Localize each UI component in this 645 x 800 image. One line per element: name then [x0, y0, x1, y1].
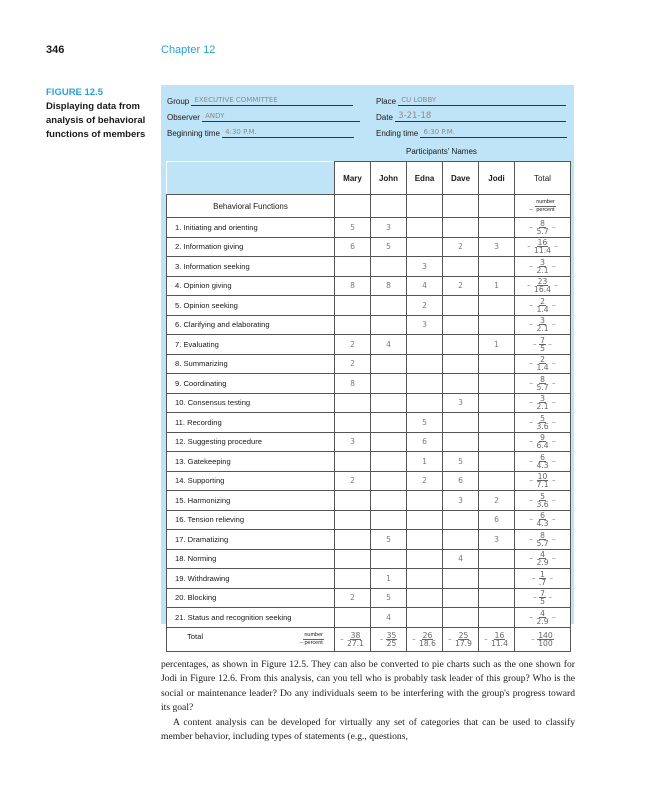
tally-cell — [443, 608, 479, 628]
row-total-cell: – $\frac{6}{4.3}$ – — [515, 510, 571, 530]
behavior-row — [167, 354, 571, 374]
tally-cell — [335, 393, 371, 413]
tally-cell: 3 — [443, 393, 479, 413]
observer-field: Observer ANDY — [167, 111, 360, 122]
tally-cell: 3 — [443, 491, 479, 511]
row-total-number: 8 — [540, 218, 545, 228]
tally-cell — [479, 218, 515, 238]
tally-cell — [407, 354, 443, 374]
tally-cell — [479, 374, 515, 394]
date-value: 3-21-18 — [398, 111, 432, 121]
behavior-row — [167, 432, 571, 452]
behavior-label: 13. Gatekeeping — [167, 452, 335, 472]
row-total-percent: 3.6 — [536, 499, 549, 509]
behavior-row — [167, 510, 571, 530]
behavior-label: 8. Summarizing — [167, 354, 335, 374]
tally-cell — [443, 510, 479, 530]
tally-cell: 5 — [335, 218, 371, 238]
tally-cell: 6 — [335, 237, 371, 257]
tally-cell — [443, 335, 479, 355]
tally-cell — [335, 510, 371, 530]
column-total-number: 25 — [458, 630, 469, 640]
totals-label-cell: Total _ $\frac{\text{number}}{\text{percent}}$ — [167, 627, 335, 651]
behavior-label: 15. Harmonizing — [167, 491, 335, 511]
figure-caption-text: Displaying data from analysis of behavioral functions of members — [46, 101, 146, 140]
behavior-row — [167, 393, 571, 413]
row-total-percent: 7.1 — [536, 480, 549, 490]
column-total-cell: – $\frac{16}{11.4}$ — [479, 627, 515, 651]
tally-cell: 5 — [371, 530, 407, 550]
tally-cell — [479, 354, 515, 374]
behavior-label: 1. Initiating and orienting — [167, 218, 335, 238]
tally-cell — [407, 569, 443, 589]
row-total-percent: 2.9 — [536, 558, 549, 568]
tally-cell — [371, 315, 407, 335]
tally-cell — [479, 569, 515, 589]
ending-time-field: Ending time 6:30 P.M. — [376, 127, 567, 138]
behavior-row — [167, 452, 571, 472]
row-total-cell: – $\frac{3}{2.1}$ – — [515, 315, 571, 335]
row-total-cell: – $\frac{9}{6.4}$ – — [515, 432, 571, 452]
row-total-percent: 5 — [540, 343, 545, 353]
tally-cell — [335, 257, 371, 277]
body-paragraph: A content analysis can be developed for virtually any set of categories that can be used to classify member behavior, including types of statements (e.g., questions, — [161, 716, 575, 743]
totals-row — [167, 627, 571, 651]
column-total-cell: – $\frac{140}{100}$ — [515, 627, 571, 651]
tally-cell: 5 — [407, 413, 443, 433]
tally-cell — [335, 296, 371, 316]
behavior-row — [167, 374, 571, 394]
tally-cell — [371, 471, 407, 491]
behavior-label: 7. Evaluating — [167, 335, 335, 355]
behavior-table — [166, 161, 571, 652]
row-total-percent: 2.1 — [536, 402, 549, 412]
tally-cell — [335, 549, 371, 569]
column-total-number: 35 — [386, 630, 397, 640]
behavior-label: 5. Opinion seeking — [167, 296, 335, 316]
tally-cell — [479, 588, 515, 608]
row-total-cell: – $\frac{8}{5.7}$ – — [515, 218, 571, 238]
row-total-cell: – $\frac{5}{3.6}$ – — [515, 413, 571, 433]
tally-cell — [479, 549, 515, 569]
row-total-cell: – $\frac{23}{16.4}$ – — [515, 276, 571, 296]
tally-cell: 2 — [335, 354, 371, 374]
behavior-label: 11. Recording — [167, 413, 335, 433]
total-column-header: Total — [515, 162, 571, 195]
row-total-cell: – $\frac{8}{5.7}$ – — [515, 374, 571, 394]
tally-cell — [371, 549, 407, 569]
row-total-percent: 2.1 — [536, 324, 549, 334]
column-total-number: 26 — [422, 630, 433, 640]
row-total-number: 7 — [540, 335, 545, 345]
tally-cell — [371, 510, 407, 530]
behavior-label: 10. Consensus testing — [167, 393, 335, 413]
column-total-percent: 25 — [386, 638, 397, 648]
behavior-row — [167, 530, 571, 550]
behavior-row — [167, 237, 571, 257]
column-total-percent: 11.4 — [491, 638, 508, 648]
tally-cell — [371, 491, 407, 511]
tally-cell: 2 — [335, 471, 371, 491]
beginning-time-value: 4:30 P.M. — [225, 128, 257, 136]
row-total-number: 5 — [540, 491, 545, 501]
participants-header-row — [167, 162, 571, 195]
tally-cell — [479, 432, 515, 452]
tally-cell — [407, 510, 443, 530]
row-total-cell: – $\frac{2}{1.4}$ – — [515, 354, 571, 374]
participant-name: Mary — [335, 162, 371, 195]
behavior-label: 17. Dramatizing — [167, 530, 335, 550]
row-total-cell: – $\frac{4}{2.9}$ – — [515, 549, 571, 569]
tally-cell — [443, 374, 479, 394]
behavior-label: 3. Information seeking — [167, 257, 335, 277]
tally-cell — [407, 491, 443, 511]
tally-cell — [371, 296, 407, 316]
behavior-label: 14. Supporting — [167, 471, 335, 491]
totals-label: Total — [187, 631, 204, 641]
tally-cell — [443, 354, 479, 374]
tally-cell — [479, 315, 515, 335]
row-total-cell: – $\frac{5}{3.6}$ – — [515, 491, 571, 511]
row-total-percent: 1.4 — [536, 363, 549, 373]
row-total-number: 3 — [540, 394, 545, 404]
tally-cell — [443, 257, 479, 277]
beginning-time-field: Beginning time 4:30 P.M. — [167, 127, 354, 138]
tally-cell: 5 — [371, 588, 407, 608]
tally-cell: 3 — [371, 218, 407, 238]
participant-name: Dave — [443, 162, 479, 195]
tally-cell: 4 — [443, 549, 479, 569]
row-total-percent: 5 — [540, 597, 545, 607]
column-total-percent: 27.1 — [347, 638, 364, 648]
row-total-cell: – $\frac{10}{7.1}$ – — [515, 471, 571, 491]
tally-cell — [479, 413, 515, 433]
participants-names-label: Participants' Names — [406, 147, 477, 156]
tally-cell: 1 — [479, 276, 515, 296]
tally-cell — [335, 315, 371, 335]
tally-cell: 2 — [407, 471, 443, 491]
participant-name: Jodi — [479, 162, 515, 195]
tally-cell — [335, 608, 371, 628]
behavior-label: 6. Clarifying and elaborating — [167, 315, 335, 335]
row-total-number: 6 — [540, 452, 545, 462]
tally-cell: 4 — [407, 276, 443, 296]
body-text — [161, 658, 575, 744]
behavior-row — [167, 588, 571, 608]
chapter-heading: Chapter 12 — [161, 44, 216, 56]
tally-cell — [371, 374, 407, 394]
row-total-percent: 5.7 — [536, 382, 549, 392]
tally-cell: 3 — [407, 315, 443, 335]
behavior-label: 12. Suggesting procedure — [167, 432, 335, 452]
behavior-row — [167, 315, 571, 335]
row-total-percent: 11.4 — [534, 246, 551, 256]
tally-cell — [443, 413, 479, 433]
tally-cell — [443, 218, 479, 238]
tally-cell: 4 — [371, 335, 407, 355]
tally-cell — [335, 413, 371, 433]
tally-cell: 1 — [371, 569, 407, 589]
tally-cell: 6 — [443, 471, 479, 491]
column-total-number: 16 — [494, 630, 505, 640]
column-total-cell: – $\frac{38}{27.1}$ — [335, 627, 371, 651]
group-field: Group EXECUTIVE COMMITTEE — [167, 95, 353, 106]
row-total-percent: 16.4 — [534, 285, 551, 295]
tally-cell: 2 — [407, 296, 443, 316]
number-percent-header: _ $\frac{\text{number}}{\text{percent}}$ — [515, 195, 571, 218]
row-total-number: 10 — [537, 472, 548, 482]
column-total-percent: 100 — [538, 638, 553, 648]
row-total-number: 5 — [540, 413, 545, 423]
tally-cell — [479, 296, 515, 316]
behavior-row — [167, 218, 571, 238]
tally-cell: 6 — [479, 510, 515, 530]
row-total-cell: – $\frac{8}{5.7}$ – — [515, 530, 571, 550]
row-total-cell: – $\frac{7}{5}$ – — [515, 335, 571, 355]
row-total-number: 8 — [540, 374, 545, 384]
tally-cell: 5 — [443, 452, 479, 472]
tally-cell: 3 — [479, 530, 515, 550]
tally-cell: 8 — [371, 276, 407, 296]
row-total-percent: 1.4 — [536, 304, 549, 314]
row-total-number: 8 — [540, 530, 545, 540]
tally-cell — [479, 257, 515, 277]
header-blank-cell — [167, 162, 335, 195]
row-total-number: 3 — [540, 316, 545, 326]
tally-cell — [335, 491, 371, 511]
tally-cell — [407, 237, 443, 257]
column-total-cell: – $\frac{25}{17.9}$ — [443, 627, 479, 651]
tally-cell — [371, 354, 407, 374]
row-total-number: 2 — [540, 296, 545, 306]
tally-cell: 5 — [371, 237, 407, 257]
tally-cell — [407, 549, 443, 569]
row-total-percent: 4.3 — [536, 460, 549, 470]
tally-cell — [443, 432, 479, 452]
tally-cell: 4 — [371, 608, 407, 628]
place-field: Place CU LOBBY — [376, 95, 566, 106]
date-field: Date 3-21-18 — [376, 111, 566, 122]
tally-cell — [479, 393, 515, 413]
tally-cell: 2 — [335, 588, 371, 608]
behavior-row — [167, 257, 571, 277]
tally-cell — [371, 413, 407, 433]
tally-cell — [407, 218, 443, 238]
tally-cell — [443, 296, 479, 316]
row-total-cell: – $\frac{16}{11.4}$ – — [515, 237, 571, 257]
row-total-percent: 2.9 — [536, 616, 549, 626]
row-total-percent: 4.3 — [536, 519, 549, 529]
row-total-percent: 3.6 — [536, 421, 549, 431]
tally-cell — [407, 335, 443, 355]
behavior-label: 20. Blocking — [167, 588, 335, 608]
column-total-cell: – $\frac{35}{25}$ — [371, 627, 407, 651]
tally-cell: 1 — [479, 335, 515, 355]
row-total-percent: 5.7 — [536, 226, 549, 236]
row-total-cell: – $\frac{3}{2.1}$ – — [515, 257, 571, 277]
figure-number: FIGURE 12.5 — [46, 87, 104, 98]
behavior-label: 21. Status and recognition seeking — [167, 608, 335, 628]
tally-cell — [335, 530, 371, 550]
tally-cell: 2 — [335, 335, 371, 355]
tally-cell: 3 — [335, 432, 371, 452]
row-total-cell: – $\frac{3}{2.1}$ – — [515, 393, 571, 413]
tally-cell: 6 — [407, 432, 443, 452]
row-total-number: 23 — [537, 277, 548, 287]
row-total-cell: – $\frac{7}{5}$ – — [515, 588, 571, 608]
body-paragraph: percentages, as shown in Figure 12.5. They can also be converted to pie charts such as the one shown for Jodi in Figure 12.6. From this analysis, can you tell who is probably task leader of this group? Who is the social or maintenance leader? Do any individuals seem to be interfering with the group's progress toward its goal? — [161, 659, 575, 714]
figure-caption — [46, 86, 156, 142]
behavior-row — [167, 549, 571, 569]
behavior-row — [167, 296, 571, 316]
tally-cell — [371, 393, 407, 413]
tally-cell: 3 — [407, 257, 443, 277]
page-number: 346 — [46, 44, 65, 56]
participant-name: John — [371, 162, 407, 195]
column-total-number: 38 — [350, 630, 361, 640]
tally-cell: 2 — [443, 237, 479, 257]
behavior-row — [167, 491, 571, 511]
behavior-row — [167, 276, 571, 296]
behavior-label: 18. Norming — [167, 549, 335, 569]
tally-cell — [407, 608, 443, 628]
tally-cell — [479, 608, 515, 628]
column-total-cell: – $\frac{26}{18.6}$ — [407, 627, 443, 651]
row-total-percent: 5.7 — [536, 538, 549, 548]
tally-cell: 8 — [335, 276, 371, 296]
behavior-label: 9. Coordinating — [167, 374, 335, 394]
behavior-label: 2. Information giving — [167, 237, 335, 257]
behavior-label: 19. Withdrawing — [167, 569, 335, 589]
place-value: CU LOBBY — [401, 96, 437, 104]
tally-cell — [479, 471, 515, 491]
behavioral-functions-header: Behavioral Functions — [167, 195, 335, 218]
row-total-percent: .7 — [538, 577, 547, 587]
tally-cell — [407, 588, 443, 608]
tally-cell — [443, 315, 479, 335]
row-total-number: 16 — [537, 238, 548, 248]
row-total-percent: 6.4 — [536, 441, 549, 451]
tally-cell — [335, 452, 371, 472]
tally-cell — [335, 569, 371, 589]
row-total-number: 3 — [540, 257, 545, 267]
column-total-number: 140 — [538, 630, 553, 640]
column-total-percent: 18.6 — [419, 638, 436, 648]
row-total-number: 4 — [540, 550, 545, 560]
behavior-row — [167, 335, 571, 355]
row-total-number: 7 — [540, 589, 545, 599]
tally-cell: 8 — [335, 374, 371, 394]
observer-value: ANDY — [205, 112, 225, 120]
row-total-number: 6 — [540, 511, 545, 521]
tally-cell — [371, 257, 407, 277]
row-total-number: 9 — [540, 433, 545, 443]
tally-cell — [443, 569, 479, 589]
behavior-label: 16. Tension relieving — [167, 510, 335, 530]
row-total-cell: – $\frac{1}{.7}$ – — [515, 569, 571, 589]
participant-name: Edna — [407, 162, 443, 195]
row-total-number: 4 — [540, 608, 545, 618]
behavioral-functions-header-row — [167, 195, 571, 218]
tally-cell — [371, 452, 407, 472]
ending-time-value: 6:30 P.M. — [423, 128, 456, 136]
row-total-percent: 2.1 — [536, 265, 549, 275]
tally-cell: 2 — [479, 491, 515, 511]
row-total-cell: – $\frac{2}{1.4}$ – — [515, 296, 571, 316]
behavior-row — [167, 413, 571, 433]
tally-cell — [407, 530, 443, 550]
tally-cell — [371, 432, 407, 452]
behavior-row — [167, 471, 571, 491]
tally-cell: 3 — [479, 237, 515, 257]
tally-cell — [407, 393, 443, 413]
tally-cell: 1 — [407, 452, 443, 472]
tally-cell — [443, 530, 479, 550]
behavior-label: 4. Opinion giving — [167, 276, 335, 296]
row-total-number: 1 — [540, 569, 545, 579]
row-total-number: 2 — [540, 355, 545, 365]
row-total-cell: – $\frac{4}{2.9}$ – — [515, 608, 571, 628]
column-total-percent: 17.9 — [455, 638, 472, 648]
tally-cell — [479, 452, 515, 472]
tally-cell — [407, 374, 443, 394]
group-value: EXECUTIVE COMMITTEE — [194, 96, 278, 104]
tally-cell — [443, 588, 479, 608]
behavior-row — [167, 569, 571, 589]
behavior-row — [167, 608, 571, 628]
tally-cell: 2 — [443, 276, 479, 296]
row-total-cell: – $\frac{6}{4.3}$ – — [515, 452, 571, 472]
